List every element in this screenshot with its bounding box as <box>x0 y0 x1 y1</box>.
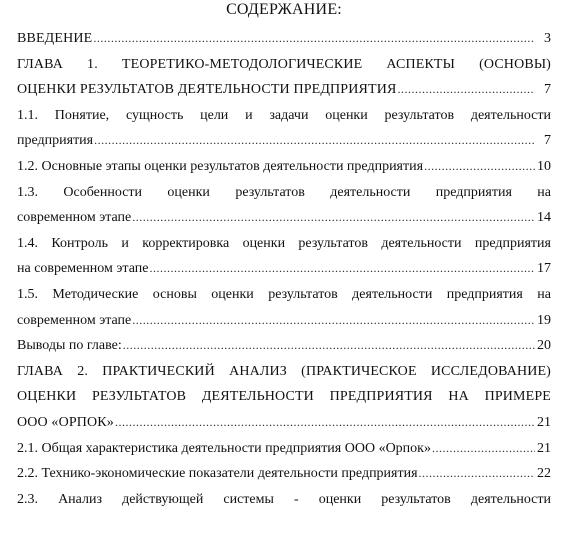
toc-entry-text: ГЛАВА 1. ТЕОРЕТИКО-МЕТОДОЛОГИЧЕСКИЕ АСПЕКТЫ (ОСНОВЫ) <box>17 56 551 72</box>
toc-leader-dots <box>115 410 535 436</box>
toc-entry-2-3-line-1[interactable] <box>17 487 551 513</box>
toc-entry-text: ООО «ОРПОК» <box>17 414 114 430</box>
toc-entry-text: современном этапе <box>17 210 132 226</box>
toc-entry-2-2[interactable] <box>17 461 551 487</box>
toc-entry-text: ОЦЕНКИ РЕЗУЛЬТАТОВ ДЕЯТЕЛЬНОСТИ ПРЕДПРИЯТИЯ <box>17 82 397 98</box>
toc-leader-dots <box>149 256 535 282</box>
toc-title: СОДЕРЖАНИЕ: <box>226 1 342 18</box>
toc-entry-text: ГЛАВА 2. ПРАКТИЧЕСКИЙ АНАЛИЗ (ПРАКТИЧЕСКОЕ ИССЛЕДОВАНИЕ) <box>17 363 551 379</box>
toc-entry-1-4-line-2[interactable] <box>17 256 551 282</box>
toc-entry-1-4-line-1[interactable] <box>17 231 551 257</box>
toc-page-number: 21 <box>537 414 551 430</box>
toc-leader-dots <box>424 154 535 180</box>
toc-entry-text: Выводы по главе: <box>17 338 122 354</box>
toc-entry-text: ВВЕДЕНИЕ <box>17 31 93 46</box>
toc-entry-chapter-1-line-2[interactable] <box>17 77 551 103</box>
toc-entry-1-5-line-2[interactable] <box>17 308 551 334</box>
toc-leader-dots <box>93 26 535 52</box>
toc-entry-text: 2.1. Общая характеристика деятельности предприятия ООО «Орпок» <box>17 440 431 456</box>
toc-page-number: 3 <box>544 31 551 46</box>
toc-entry-introduction[interactable] <box>17 26 551 52</box>
toc-page-number: 10 <box>537 158 551 174</box>
toc-entry-chapter-2-line-2[interactable] <box>17 384 551 410</box>
toc-entry-2-1[interactable] <box>17 436 551 462</box>
toc-entry-text: 1.5. Методические основы оценки результатов деятельности предприятия на <box>17 286 551 302</box>
toc-leader-dots <box>419 461 535 487</box>
toc-entry-1-1-line-1[interactable] <box>17 103 551 129</box>
toc-entry-text: 1.1. Понятие, сущность цели и задачи оценки результатов деятельности <box>17 107 551 123</box>
toc-leader-dots <box>432 436 535 462</box>
toc-entry-chapter-2-line-1[interactable] <box>17 359 551 385</box>
toc-entry-chapter-1-line-1[interactable] <box>17 52 551 78</box>
toc-entry-conclusions[interactable] <box>17 333 551 359</box>
toc-page-number: 7 <box>544 133 551 149</box>
toc-entry-1-1-line-2[interactable] <box>17 128 551 154</box>
toc-page-number: 20 <box>537 338 551 354</box>
toc-page-number: 17 <box>537 261 551 277</box>
toc-page-number: 7 <box>544 82 551 98</box>
toc-leader-dots <box>123 333 535 359</box>
toc-page-number: 14 <box>537 210 551 226</box>
toc-entry-text: 2.2. Технико-экономические показатели деятельности предприятия <box>17 466 418 482</box>
toc-entry-1-3-line-1[interactable] <box>17 180 551 206</box>
toc-entry-text: современном этапе <box>17 312 132 328</box>
toc-entry-text: 1.4. Контроль и корректировка оценки результатов деятельности предприятия <box>17 235 551 251</box>
toc-entry-text: предприятия <box>17 133 94 149</box>
toc-entry-1-2[interactable] <box>17 154 551 180</box>
toc-entry-1-5-line-1[interactable] <box>17 282 551 308</box>
toc-entry-chapter-2-line-3[interactable] <box>17 410 551 436</box>
toc-entry-text: 1.3. Особенности оценки результатов деятельности предприятия на <box>17 184 551 200</box>
toc-entry-text: ОЦЕНКИ РЕЗУЛЬТАТОВ ДЕЯТЕЛЬНОСТИ ПРЕДПРИЯТИЯ НА ПРИМЕРЕ <box>17 389 551 405</box>
toc-entry-1-3-line-2[interactable] <box>17 205 551 231</box>
toc-leader-dots <box>132 205 535 231</box>
toc-leader-dots <box>397 77 535 103</box>
toc-entry-text: 2.3. Анализ действующей системы - оценки результатов деятельности <box>17 491 551 507</box>
toc-entry-text: 1.2. Основные этапы оценки результатов деятельности предприятия <box>17 158 424 174</box>
table-of-contents <box>17 26 551 512</box>
toc-page-number: 21 <box>537 440 551 456</box>
toc-leader-dots <box>94 128 535 154</box>
toc-entry-text: на современном этапе <box>17 261 149 277</box>
toc-page-number: 19 <box>537 312 551 328</box>
toc-page-number: 22 <box>537 466 551 482</box>
toc-leader-dots <box>132 308 535 334</box>
